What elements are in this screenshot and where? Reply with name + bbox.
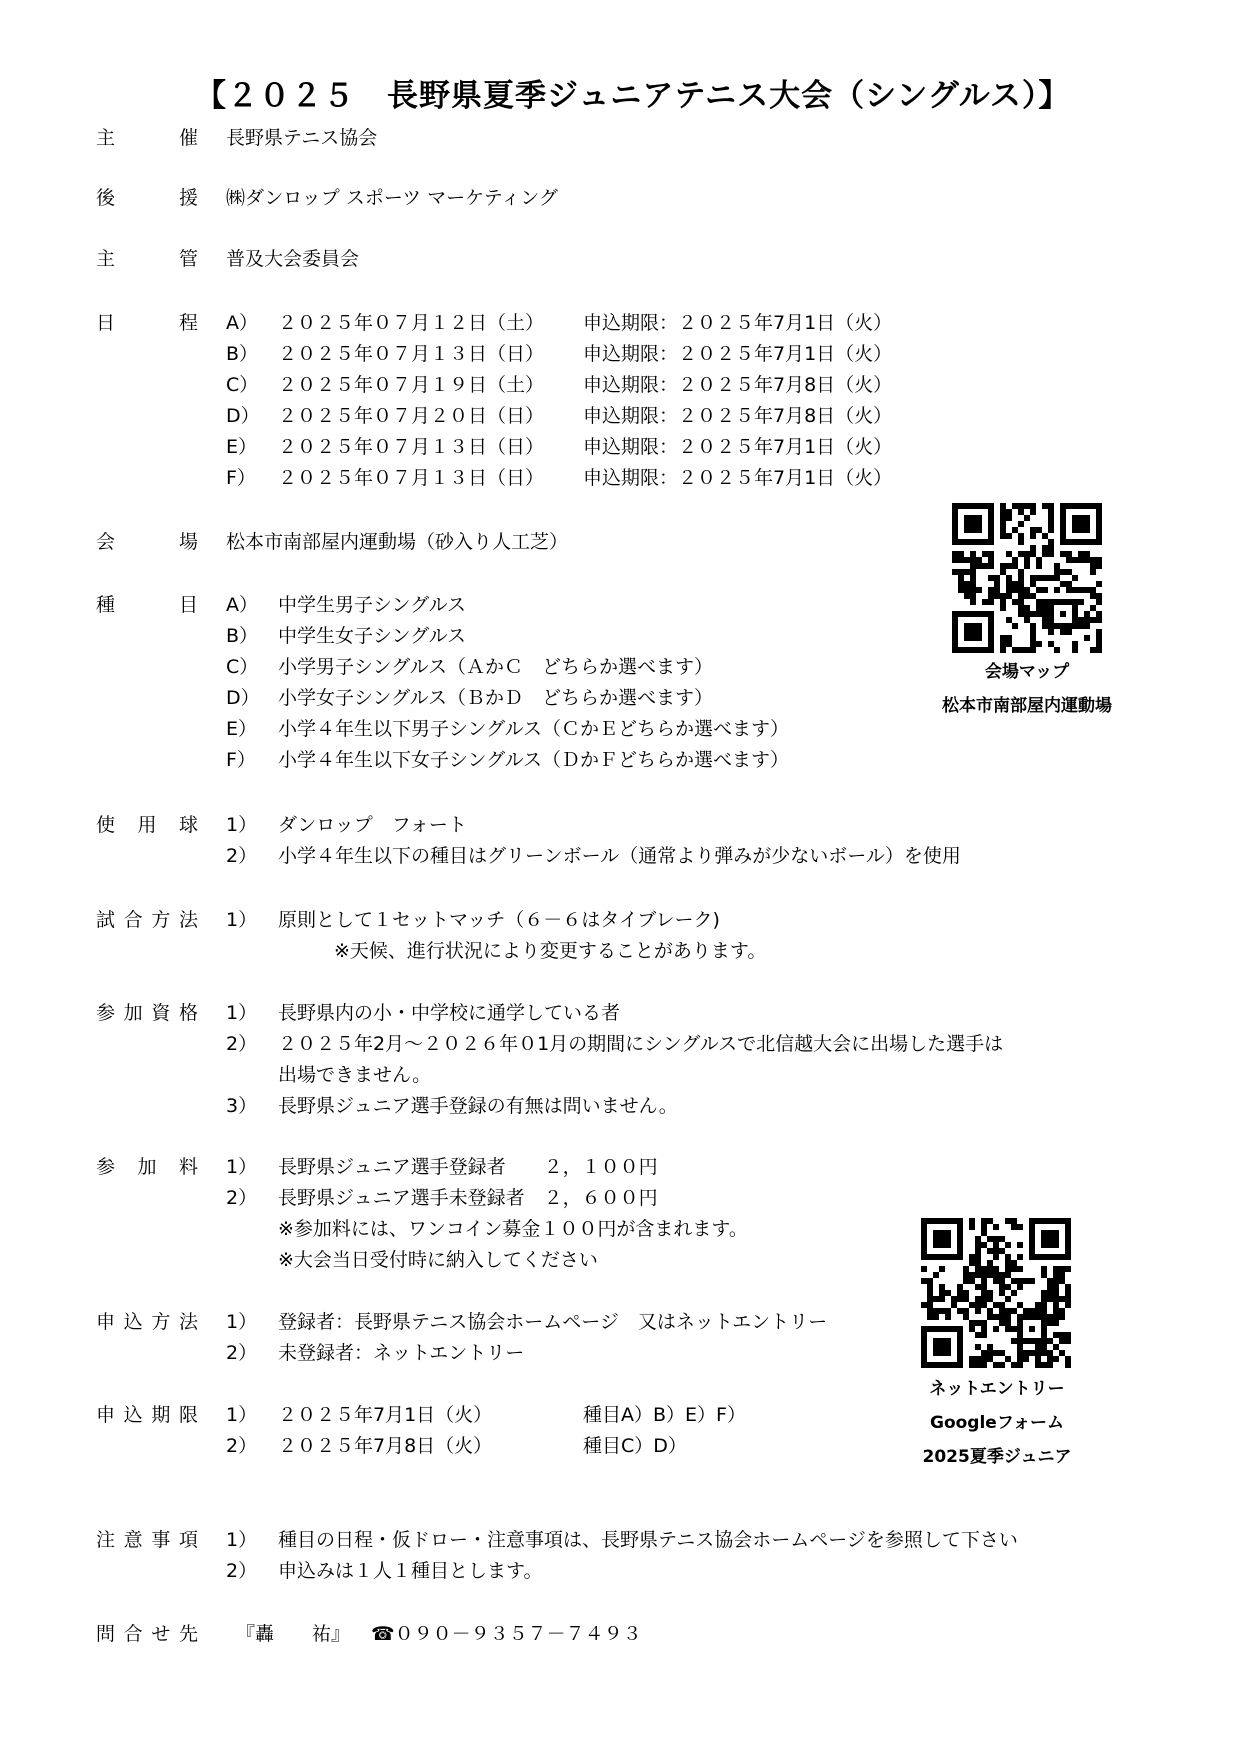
schedule-row: E） ２０２５年０７月１３日（日） 申込期限：２０２５年7月1日（火） (226, 436, 893, 458)
schedule-label: 日 程 (96, 312, 198, 334)
schedule-row: C） ２０２５年０７月１９日（土） 申込期限：２０２５年7月8日（火） (226, 374, 893, 396)
page-title: 【２０２５ 長野県夏季ジュニアテニス大会（シングルス）】 (195, 78, 1071, 114)
event-row: A） 中学生男子シングルス (226, 594, 467, 616)
fee-row: ※参加料には、ワンコイン募金１００円が含まれます。 (278, 1218, 748, 1240)
eligibility-row: 2） ２０２５年2月～２０２６年０1月の期間にシングルスで北信越大会に出場した選手は (226, 1033, 1004, 1055)
event-row: C） 小学男子シングルス（ＡかＣ どちらか選べます） (226, 656, 714, 678)
venue-label: 会 場 (96, 531, 198, 553)
contact-phone: ☎０９０－９３５７－７４９３ (371, 1623, 642, 1645)
organizer-label: 主 催 (96, 127, 198, 149)
events-label: 種 目 (96, 594, 198, 616)
schedule-row: D） ２０２５年０７月２０日（日） 申込期限：２０２５年7月8日（火） (226, 405, 893, 427)
eligibility-row: 出場できません。 (278, 1064, 432, 1086)
apply-method-row: 2） 未登録者：ネットエントリー (226, 1342, 525, 1364)
venue-map-caption: 会場マップ 松本市南部屋内運動場 (942, 662, 1112, 716)
venue-map-qr-icon[interactable] (952, 503, 1102, 653)
match-label: 試 合 方 法 (96, 909, 198, 931)
sponsor-value: ㈱ダンロップ スポーツ マーケティング (226, 187, 558, 209)
match-note: ※天候、進行状況により変更することがあります。 (334, 940, 767, 962)
net-entry-qr-icon[interactable] (921, 1218, 1071, 1368)
ball-label: 使 用 球 (96, 814, 198, 836)
apply-deadline-label: 申 込 期 限 (96, 1404, 198, 1426)
sponsor-label: 後 援 (96, 187, 198, 209)
manager-value: 普及大会委員会 (226, 248, 360, 270)
ball-row: 2） 小学４年生以下の種目はグリーンボール（通常より弾みが少ないボール）を使用 (226, 845, 961, 867)
fee-label: 参 加 料 (96, 1156, 198, 1178)
match-row: 1） 原則として１セットマッチ（６－６はタイブレーク) (226, 909, 720, 931)
apply-method-label: 申 込 方 法 (96, 1311, 198, 1333)
notes-label: 注 意 事 項 (96, 1529, 198, 1551)
apply-deadline-row: 1） ２０２５年7月1日（火） 種目A）B）E）F） (226, 1404, 746, 1426)
apply-deadline-row: 2） ２０２５年7月8日（火） 種目C）D） (226, 1435, 687, 1457)
manager-label: 主 管 (96, 248, 198, 270)
contact-name: 『轟 祐』 (236, 1623, 351, 1645)
venue-value: 松本市南部屋内運動場（砂入り人工芝） (226, 531, 569, 553)
fee-row: 2） 長野県ジュニア選手未登録者 ２，６００円 (226, 1187, 658, 1209)
net-entry-caption: ネットエントリー Googleフォーム 2025夏季ジュニア (922, 1379, 1072, 1467)
fee-row: 1） 長野県ジュニア選手登録者 ２，１００円 (226, 1156, 658, 1178)
eligibility-label: 参 加 資 格 (96, 1002, 198, 1024)
apply-method-row: 1） 登録者：長野県テニス協会ホームページ 又はネットエントリー (226, 1311, 828, 1333)
schedule-row: F） ２０２５年０７月１３日（日） 申込期限：２０２５年7月1日（火） (226, 467, 893, 489)
eligibility-row: 1） 長野県内の小・中学校に通学している者 (226, 1002, 621, 1024)
contact-label: 問 合 せ 先 (96, 1623, 198, 1645)
eligibility-row: 3） 長野県ジュニア選手登録の有無は問いません。 (226, 1095, 678, 1117)
schedule-row: A） ２０２５年０７月１２日（土） 申込期限：２０２５年7月1日（火） (226, 312, 893, 334)
event-row: F） 小学４年生以下女子シングルス（ＤかＦどちらか選べます） (226, 749, 790, 771)
ball-row: 1） ダンロップ フォート (226, 814, 467, 836)
event-row: D） 小学女子シングルス（ＢかＤ どちらか選べます） (226, 687, 714, 709)
notes-row: 1） 種目の日程・仮ドロー・注意事項は、長野県テニス協会ホームページを参照して下さい (226, 1529, 1018, 1551)
fee-row: ※大会当日受付時に納入してください (278, 1249, 598, 1271)
schedule-row: B） ２０２５年０７月１３日（日） 申込期限：２０２５年7月1日（火） (226, 343, 893, 365)
event-row: B） 中学生女子シングルス (226, 625, 467, 647)
notes-row: 2） 申込みは１人１種目とします。 (226, 1560, 543, 1582)
event-row: E） 小学４年生以下男子シングルス（ＣかＥどちらか選べます） (226, 718, 790, 740)
organizer-value: 長野県テニス協会 (226, 127, 378, 149)
